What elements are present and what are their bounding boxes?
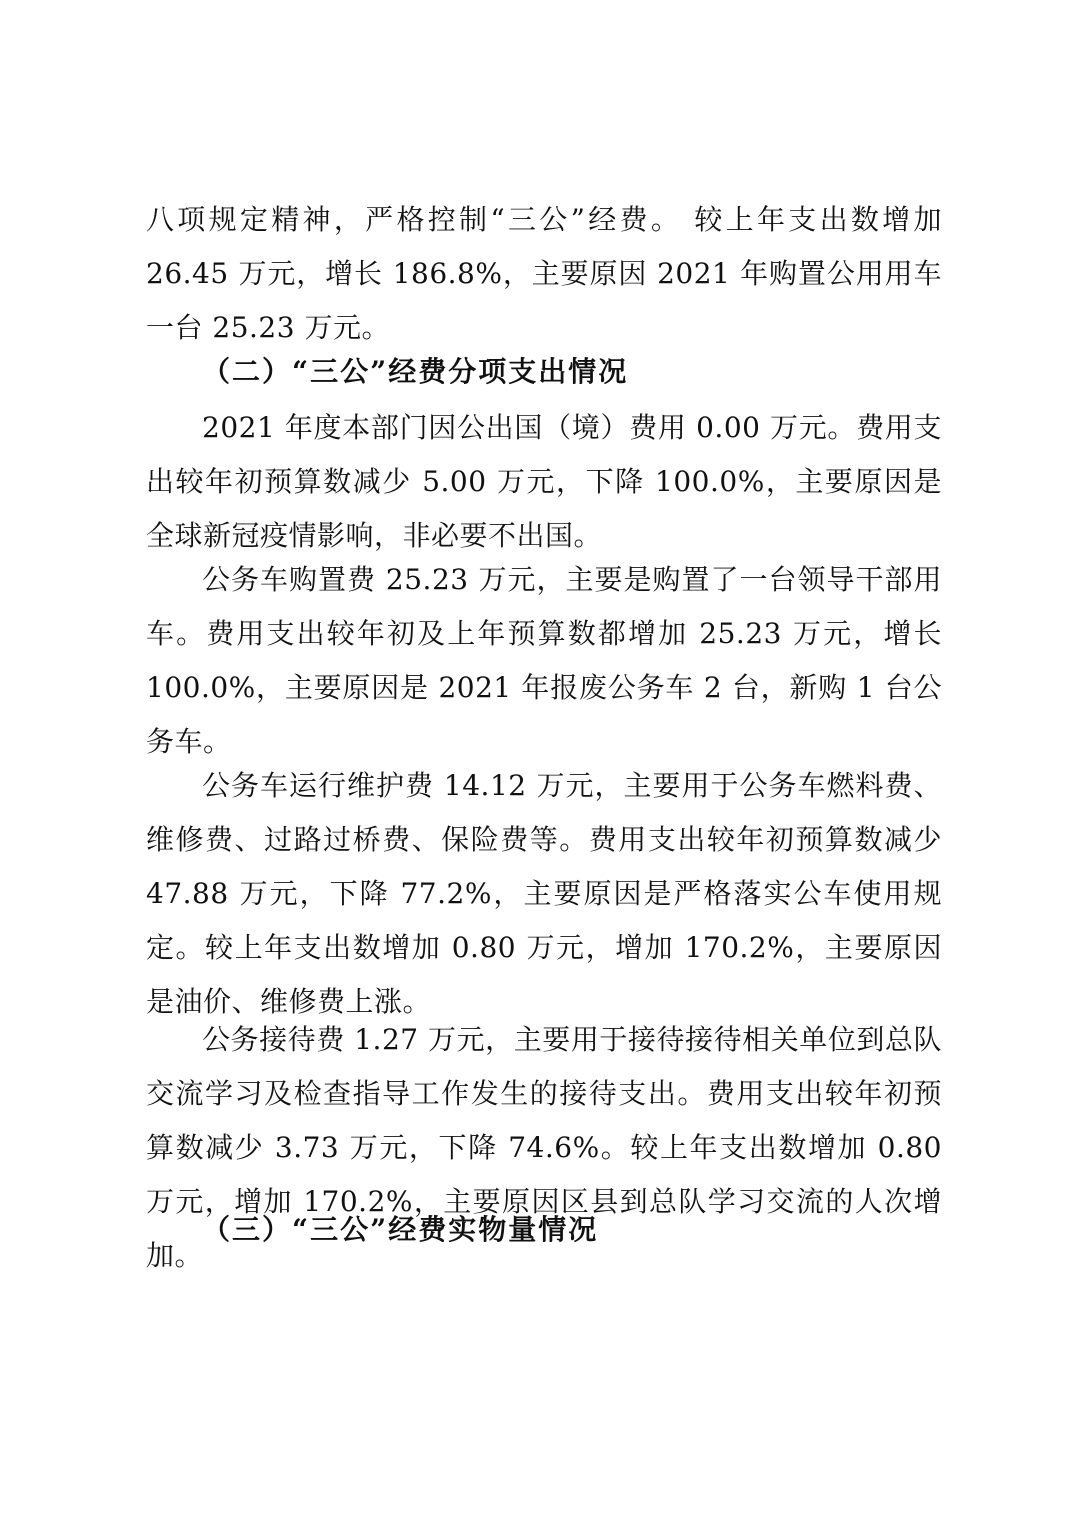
paragraph-continuation-block [146,193,942,355]
paragraph-official-reception: 公务接待费 1.27 万元，主要用于接待接待相关单位到总队交流学习及检查指导工作发生的接待支出。费用支出较年初预算数减少 3.73 万元，下降 74.6%。较上年支出数增加 0.80 万元，增加 170.2%，主要原因区县到总队学习交流的人次增加。 [146,1023,942,1272]
section-heading-2-block [146,345,942,399]
section-heading-physical-quantity: （三）“三公”经费实物量情况 [202,1213,599,1246]
paragraph-overseas-travel-block [146,401,942,563]
paragraph-vehicle-maintenance-block [146,759,942,1029]
section-heading-3-block [146,1203,942,1257]
paragraph-continuation: 八项规定精神，严格控制“三公”经费。 较上年支出数增加 26.45 万元，增长 186.8%，主要原因 2021 年购置公用用车一台 25.23 万元。 [146,203,942,344]
paragraph-vehicle-maintenance: 公务车运行维护费 14.12 万元，主要用于公务车燃料费、维修费、过路过桥费、保险费等。费用支出较年初预算数减少 47.88 万元，下降 77.2%，主要原因是严格落实公车使用规定。较上年支出数增加 0.80 万元，增加 170.2%，主要原因是油价、维修费上涨。 [146,769,942,1018]
section-heading-itemized-expenditure: （二）“三公”经费分项支出情况 [202,355,629,388]
paragraph-vehicle-purchase: 公务车购置费 25.23 万元，主要是购置了一台领导干部用车。费用支出较年初及上年预算数都增加 25.23 万元，增长 100.0%，主要原因是 2021 年报废公务车 2 台，新购 1 台公务车。 [146,563,942,758]
paragraph-vehicle-purchase-block [146,553,942,769]
paragraph-overseas-travel: 2021 年度本部门因公出国（境）费用 0.00 万元。费用支出较年初预算数减少 5.00 万元，下降 100.0%，主要原因是全球新冠疫情影响，非必要不出国。 [146,411,942,552]
